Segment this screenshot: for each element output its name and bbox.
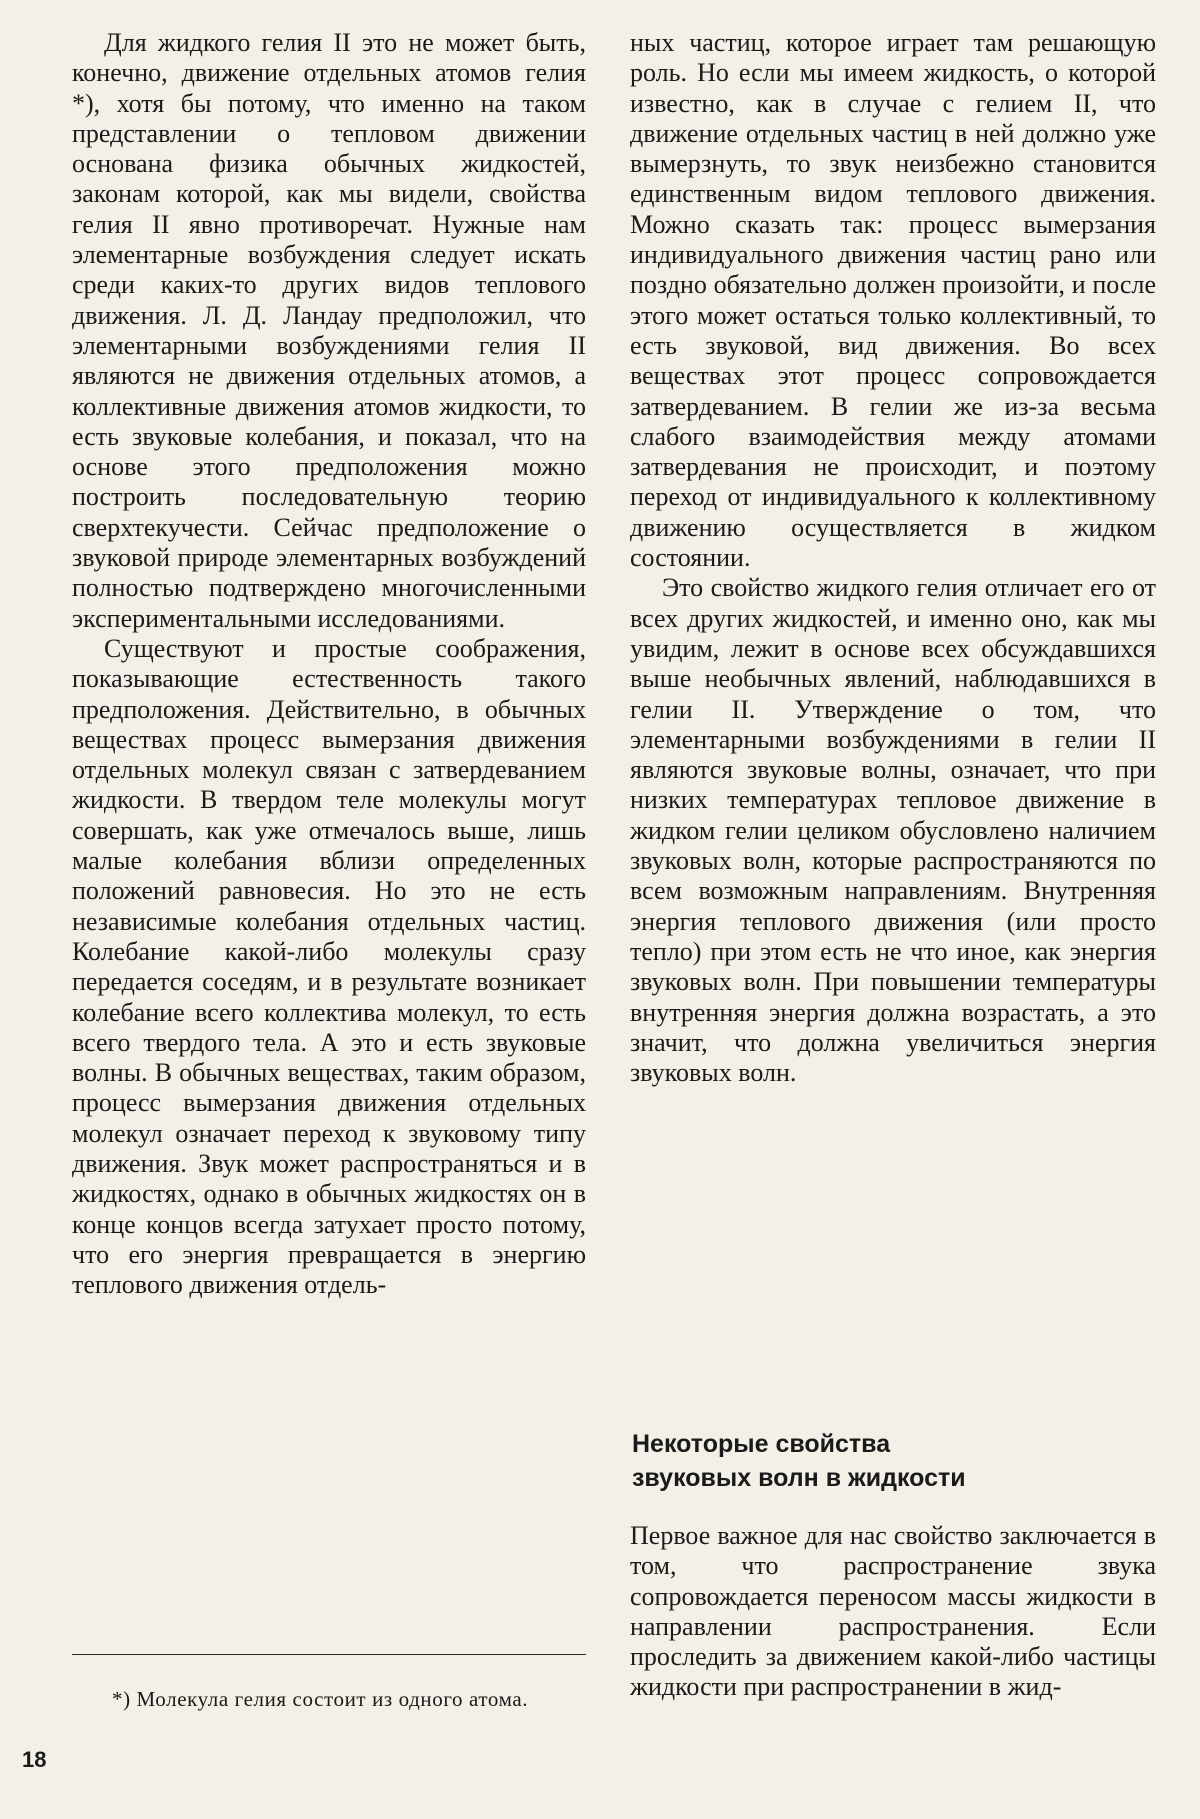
section-heading bbox=[632, 1427, 1152, 1495]
section-heading-line-2: звуковых волн в жидкости bbox=[632, 1464, 966, 1492]
right-column bbox=[630, 28, 1156, 1088]
section-heading-line-1: Некоторые свойства bbox=[632, 1430, 891, 1458]
left-column bbox=[72, 28, 586, 1300]
section-body bbox=[630, 1521, 1156, 1703]
left-paragraph-1: Для жидкого гелия II это не может быть, конечно, движение отдельных атомов гелия *), хотя бы потому, что именно на таком представлении о тепловом движении основана физика обычных жидкостей, законам которой, как мы видели, свойства гелия II явно противоречат. Нужные нам элементарные возбуждения следует искать среди каких-то других видов теплового движения. Л. Д. Ландау предположил, что элементарными возбуждениями гелия II являются не движения отдельных атомов, а коллективные движения атомов жидкости, то есть звуковые колебания, и показал, что на основе этого предположения можно построить последовательную теорию сверхтекучести. Сейчас предположение о звуковой природе элементарных возбуждений полностью подтверждено многочисленными экспериментальными исследованиями. bbox=[72, 28, 586, 633]
right-paragraph-1: ных частиц, которое играет там решающую роль. Но если мы имеем жидкость, о которой известно, как в случае с гелием II, что движение отдельных частиц в ней должно уже вымерзнуть, то звук неизбежно становится единственным видом теплового движения. Можно сказать так: процесс вымерзания индивидуального движения частиц рано или поздно обязательно должен произойти, и после этого может остаться только коллективный, то есть звуковой, вид движения. Во всех веществах этот процесс сопровождается затвердеванием. В гелии же из-за весьма слабого взаимодействия между атомами затвердевания не происходит, и поэтому переход от индивидуального к коллективному движению осуществляется в жидком состоянии. bbox=[630, 28, 1156, 573]
page-number: 18 bbox=[22, 1747, 47, 1772]
right-paragraph-2: Это свойство жидкого гелия отличает его от всех других жидкостей, и именно оно, как мы увидим, лежит в основе всех обсуждавшихся выше необычных явлений, наблюдавшихся в гелии II. Утверждение о том, что элементарными возбуждениями в гелии II являются звуковые волны, означает, что при низких температурах тепловое движение в жидком гелии целиком обусловлено наличием звуковых волн, которые распространяются по всем возможным направлениям. Внутренняя энергия теплового движения (или просто тепло) при этом есть не что иное, как энергия звуковых волн. При повышении температуры внутренняя энергия должна возрастать, а это значит, что должна увеличиться энергия звуковых волн. bbox=[630, 573, 1156, 1088]
footnote: *) Молекула гелия состоит из одного атома. bbox=[112, 1687, 529, 1711]
section-paragraph: Первое важное для нас свойство заключается в том, что распространение звука сопровождается переносом массы жидкости в направлении распространения. Если проследить за движением какой-либо частицы жидкости при распространении в жид- bbox=[630, 1521, 1156, 1702]
left-paragraph-2: Существуют и простые соображения, показывающие естественность такого предположения. Действительно, в обычных веществах процесс вымерзания движения отдельных молекул связан с затвердеванием жидкости. В твердом теле молекулы могут совершать, как уже отмечалось выше, лишь малые колебания вблизи определенных положений равновесия. Но это не есть независимые колебания отдельных частиц. Колебание какой-либо молекулы сразу передается соседям, и в результате возникает колебание всего коллектива молекул, то есть всего твердого тела. А это и есть звуковые волны. В обычных веществах, таким образом, процесс вымерзания движения отдельных молекул означает переход к звуковому типу движения. Звук может распространяться и в жидкостях, однако в обычных жидкостях он в конце концов всегда затухает просто потому, что его энергия превращается в энергию теплового движения отдель- bbox=[72, 633, 586, 1300]
footnote-divider bbox=[72, 1654, 586, 1655]
